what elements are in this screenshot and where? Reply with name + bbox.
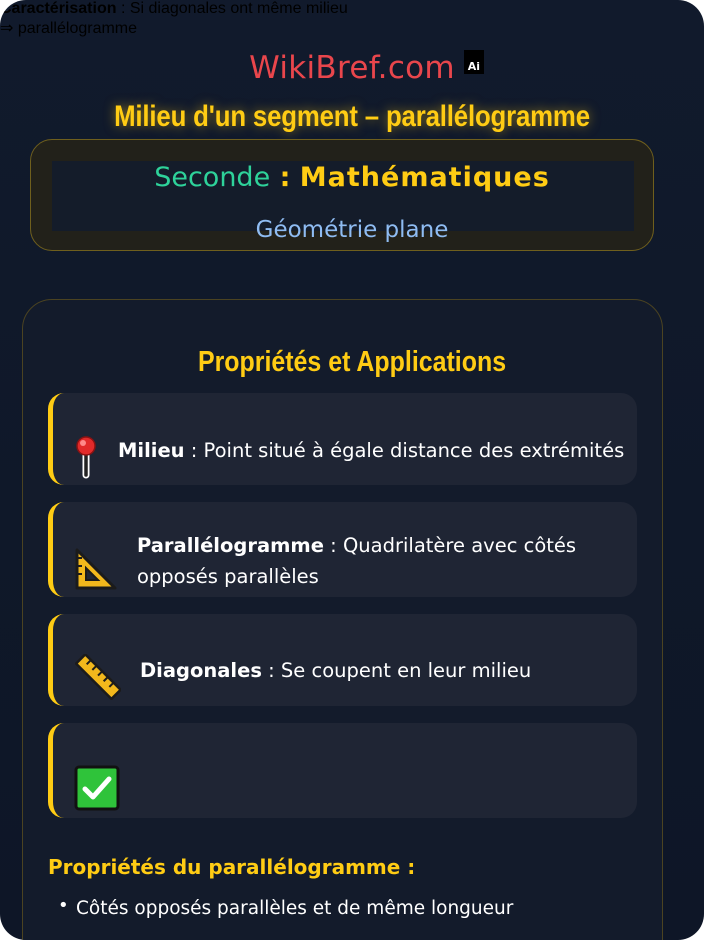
item-term: Parallélogramme xyxy=(137,534,324,557)
course-level-line xyxy=(0,162,704,193)
item-term: Diagonales xyxy=(140,659,262,682)
item-term: Caractérisation xyxy=(0,0,117,17)
subtopic-label: Géométrie plane xyxy=(255,217,449,243)
item-description-cont: ⇒ parallélogramme xyxy=(0,20,138,37)
subsection-heading: Propriétés du parallélogramme : xyxy=(48,855,416,879)
check-mark-button-icon xyxy=(74,765,120,816)
brand-logo-text[interactable]: WikiBref.com xyxy=(249,50,455,86)
item-separator: : xyxy=(261,659,281,682)
triangular-ruler-icon xyxy=(73,546,119,597)
list-item xyxy=(58,895,514,919)
round-pushpin-icon xyxy=(75,435,97,484)
subject-label: Mathématiques xyxy=(299,162,550,193)
item-separator: : xyxy=(116,0,130,17)
item-description-cont: opposés parallèles xyxy=(137,565,319,588)
ai-badge-icon: Ai xyxy=(464,50,484,74)
bullet-dot-icon: • xyxy=(58,895,69,916)
section-title: Propriétés et Applications xyxy=(197,346,507,378)
item-description: Si diagonales ont même milieu xyxy=(129,0,348,17)
brand-header xyxy=(0,50,704,86)
item-separator: : xyxy=(323,534,343,557)
property-item-parallelogramme xyxy=(48,502,637,597)
property-item-milieu xyxy=(48,393,637,485)
straight-ruler-icon xyxy=(75,654,121,705)
item-description: Se coupent en leur milieu xyxy=(280,659,532,682)
item-term: Milieu xyxy=(118,439,185,462)
item-separator: : xyxy=(184,439,204,462)
item-description: Point situé à égale distance des extrémités xyxy=(203,439,625,462)
property-item-diagonales xyxy=(48,614,637,706)
item-description: Quadrilatère avec côtés xyxy=(342,534,577,557)
level-separator: : xyxy=(270,162,300,193)
property-item-caracterisation xyxy=(48,723,637,818)
level-label: Seconde xyxy=(154,162,271,193)
list-item-text: Côtés opposés parallèles et de même longueur xyxy=(76,898,514,919)
page-title: Milieu d'un segment – parallélogramme xyxy=(114,100,590,133)
